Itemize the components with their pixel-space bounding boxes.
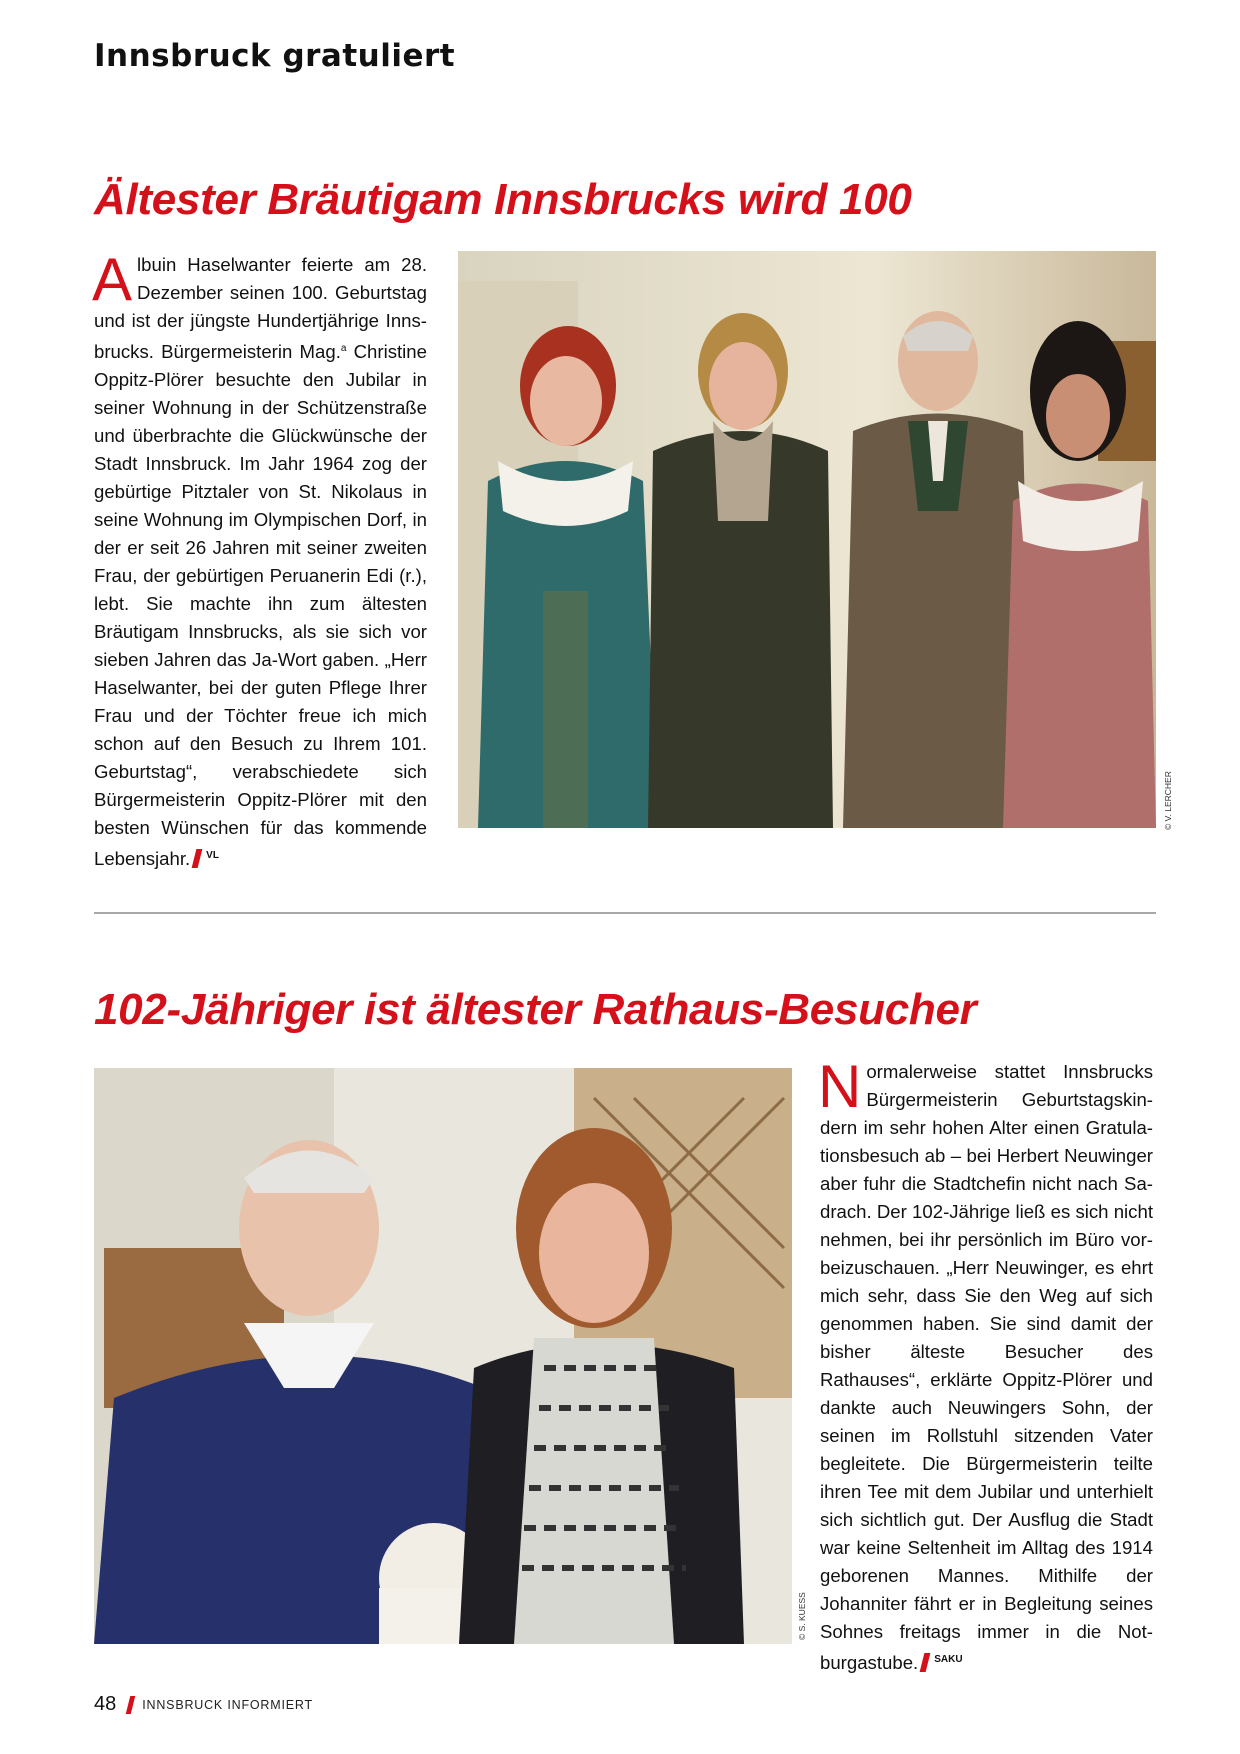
author-slash-icon (920, 1653, 931, 1672)
article2-author: SAKU (934, 1654, 963, 1665)
page-footer (94, 1693, 313, 1716)
article2-photo-credit: © S. KUESS (797, 1592, 807, 1640)
author-slash-icon (192, 849, 203, 868)
article1-photo-credit: © V. LERCHER (1163, 771, 1173, 830)
article1-headline: Ältester Bräutigam Innsbrucks wird 100 (94, 175, 912, 224)
article2-body (818, 1053, 1153, 1677)
article1-body-text: lbuin Haselwanter feierte am 28. Dezember seinen 100. Geburtstag und ist der jüngste Hundertjährige Innsbrucks. Bürgermeisterin Mag.$^a$ Christine Oppitz-Plörer besuchte den Jubilar in seiner Wohnung in der Schützenstraße und überbrachte die Glückwünsche der Stadt Innsbruck. Im Jahr 1964 zog der gebürtige Pitztaler von St. Nikolaus in seine Wohnung im Olympischen Dorf, in der er seit 26 Jahren mit seiner zweiten Frau, der gebürtigen Peruanerin Edi (r.), lebt. Sie machte ihn zum ältesten Bräutigam Innsbrucks, als sie sich vor sieben Jahren das Ja-Wort gaben. „Herr Haselwanter, bei der guten Pflege Ihrer Frau und der Töchter freue ich mich schon auf den Besuch zu Ihrem 101. Geburtstag“, verabschiedete sich Bürgermeisterin Oppitz-Plörer mit den besten Wünschen für das kommende Lebensjahr. (94, 254, 427, 870)
publication-name: INNSBRUCK INFORMIERT (142, 1697, 313, 1712)
article1-author: VL (206, 850, 219, 862)
article1-body (92, 246, 427, 873)
article-divider (94, 912, 1156, 914)
footer-slash-icon (126, 1696, 135, 1714)
section-header: Innsbruck gratuliert (94, 38, 456, 74)
article1-dropcap: A (92, 246, 133, 313)
article2-dropcap: N (818, 1053, 862, 1120)
article2-photo (94, 1068, 792, 1644)
article1-photo (458, 251, 1156, 828)
article2-body-text: ormalerweise stattet Innsbrucks Bürgermeisterin Geburtstagskindern im sehr hohen Alter einen Gratulationsbesuch ab – bei Herbert Neuwinger aber fuhr die Stadtchefin nicht nach Sadrach. Der 102-Jährige ließ es sich nicht nehmen, bei ihr persönlich im Büro vorbeizuschauen. „Herr Neuwinger, es ehrt mich sehr, dass Sie den Weg auf sich genommen haben. Sie sind damit der bisher älteste Besucher des Rathauses“, erklärte Oppitz-Plörer und dankte auch Neuwingers Sohn, der seinen im Rollstuhl sitzenden Vater begleitete. Die Bürgermeisterin teilte ihren Tee mit dem Jubilar und unterhielt sich sichtlich gut. Der Ausflug die Stadt war keine Seltenheit im Alltag des 1914 geborenen Mannes. Mithilfe der Johanniter fährt er in Begleitung seines Sohnes freitags immer in die Notburgastube. (820, 1061, 1153, 1673)
page-number: 48 (94, 1693, 117, 1715)
article2-headline: 102-Jähriger ist ältester Rathaus-Besucher (94, 985, 977, 1034)
